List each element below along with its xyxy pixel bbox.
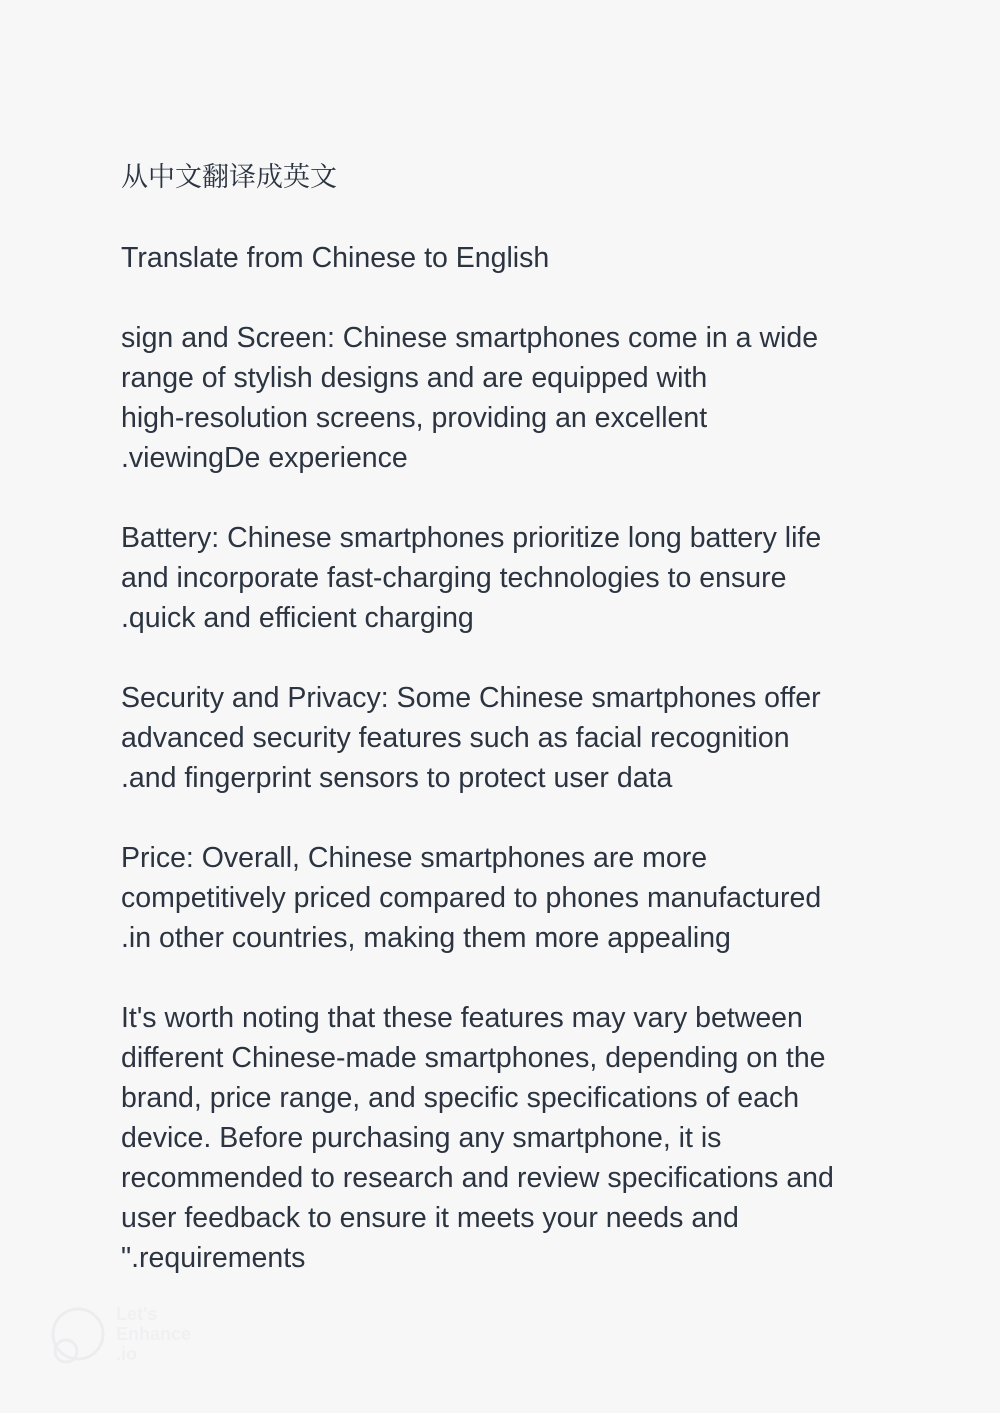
paragraph-chinese-heading [121,158,891,198]
text-line: It's worth noting that these features may vary between [121,1002,803,1034]
text-line: Battery: Chinese smartphones prioritize long battery life [121,522,822,554]
text-line: Price: Overall, Chinese smartphones are more [121,842,708,874]
text-line: .in other countries, making them more appealing [121,922,731,954]
text-line: Translate from Chinese to English [121,242,550,274]
text-line: .and fingerprint sensors to protect user data [121,762,673,794]
paragraph-spacer [121,958,891,998]
paragraph-design-screen [121,318,891,478]
watermark [50,1304,220,1366]
paragraph-spacer [121,198,891,238]
paragraph-note [121,998,891,1278]
text-line: advanced security features such as facial recognition [121,722,790,754]
paragraph-spacer [121,638,891,678]
text-line: different Chinese-made smartphones, depending on the [121,1042,826,1074]
text-line: .quick and efficient charging [121,602,474,634]
text-line: competitively priced compared to phones manufactured [121,882,822,914]
paragraph-translate-heading [121,238,891,278]
text-line: recommended to research and review specifications and [121,1162,834,1194]
watermark-text [116,1304,216,1364]
paragraph-security-privacy [121,678,891,798]
paragraph-spacer [121,478,891,518]
text-line: sign and Screen: Chinese smartphones come in a wide [121,322,819,354]
text-line: 从中文翻译成英文 [121,162,337,193]
text-line: and incorporate fast-charging technologies to ensure [121,562,787,594]
watermark-line: .io [116,1344,137,1364]
text-line: range of stylish designs and are equipped with [121,362,708,394]
paragraph-spacer [121,278,891,318]
lets-enhance-logo-icon [50,1304,110,1366]
paragraph-spacer [121,798,891,838]
paragraph-price [121,838,891,958]
paragraph-battery [121,518,891,638]
watermark-line: Let's [116,1304,158,1324]
text-line: .viewingDe experience [121,442,408,474]
text-line: Security and Privacy: Some Chinese smartphones offer [121,682,821,714]
watermark-line: Enhance [116,1324,192,1344]
text-line: ".requirements [121,1242,306,1274]
text-line: high-resolution screens, providing an excellent [121,402,708,434]
document-body [121,158,891,1278]
text-line: user feedback to ensure it meets your needs and [121,1202,739,1234]
text-line: device. Before purchasing any smartphone, it is [121,1122,722,1154]
text-line: brand, price range, and specific specifications of each [121,1082,800,1114]
